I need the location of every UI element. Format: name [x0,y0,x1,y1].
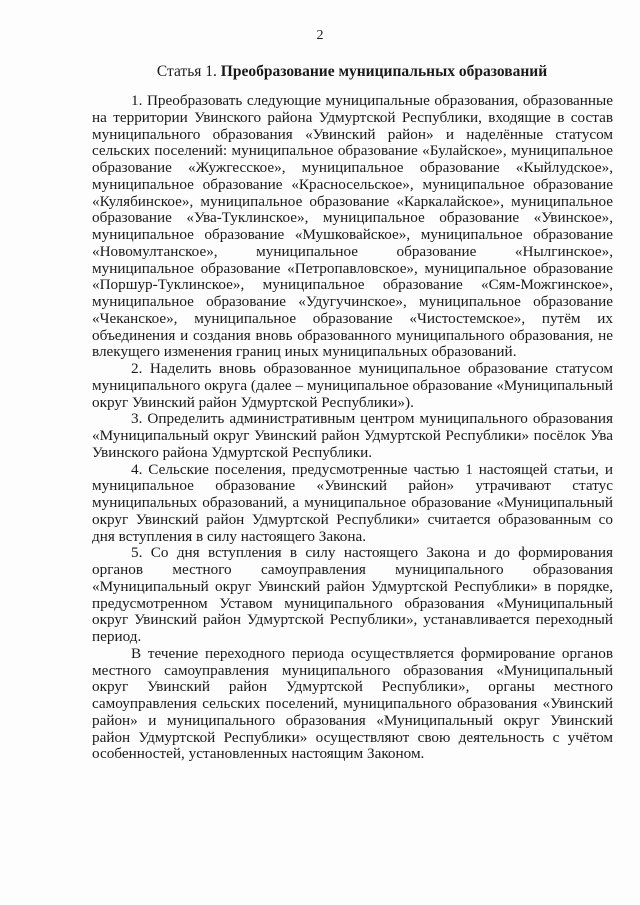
paragraph-1: 1. Преобразовать следующие муниципальные образования, образованные на территории Увинского района Удмуртской Республики, входящие в состав муниципального образования «Увинский район» и наделённые статусом сельских поселений: муниципальное образование «Булайское», муниципальное образование «Жужгесское», муниципальное образование «Кыйлудское», муниципальное образование «Красносельское», муниципальное образование «Кулябинское», муниципальное образование «Каркалайское», муниципальное образование «Ува-Туклинское», муниципальное образование «Увинское», муниципальное образование «Мушковайское», муниципальное образование «Новомултанское», муниципальное образование «Нылгинское», муниципальное образование «Петропавловское», муниципальное образование «Поршур-Туклинское», муниципальное образование «Сям-Можгинское», муниципальное образование «Удугучинское», муниципальное образование «Чеканское», муниципальное образование «Чистостемское», путём их объединения и создания вновь образованного муниципального образования, не влекущего изменения границ иных муниципальных образований. [92,92,613,361]
paragraph-4: 4. Сельские поселения, предусмотренные частью 1 настоящей статьи, и муниципальное образование «Увинский район» утрачивают статус муниципальных образований, а муниципальное образование «Муниципальный округ Увинский район Удмуртской Республики» считается образованным со дня вступления в силу настоящего Закона. [92,460,613,545]
article-heading [92,62,612,82]
paragraph-transition: В течение переходного периода осуществляется формирование органов местного самоуправления муниципального образования «Муниципальный округ Увинский район Удмуртской Республики», органы местного самоуправления сельских поселений, муниципального образования «Увинский район» и муниципального образования «Муниципальный округ Увинский район Удмуртской Республики» осуществляют свою деятельность с учётом особенностей, установленных настоящим Законом. [92,644,613,763]
article-title: Преобразование муниципальных образований [220,63,548,80]
paragraph-3: 3. Определить административным центром муниципального образования «Муниципальный округ Увинский район Удмуртской Республики» посёлок Ува Увинского района Удмуртской Республики. [92,410,613,461]
page-number: 2 [316,28,324,43]
article-body [92,93,613,763]
paragraph-5: 5. Со дня вступления в силу настоящего Закона и до формирования органов местного самоуправления муниципального образования «Муниципальный округ Увинский район Удмуртской Республики» в порядке, предусмотренном Уставом муниципального образования «Муниципальный округ Увинский район Удмуртской Республики», устанавливается переходный период. [92,544,613,645]
paragraph-2: 2. Наделить вновь образованное муниципальное образование статусом муниципального округа (далее – муниципальное образование «Муниципальный округ Увинский район Удмуртской Республики»). [92,360,613,411]
article-label: Статья 1. [156,63,217,80]
